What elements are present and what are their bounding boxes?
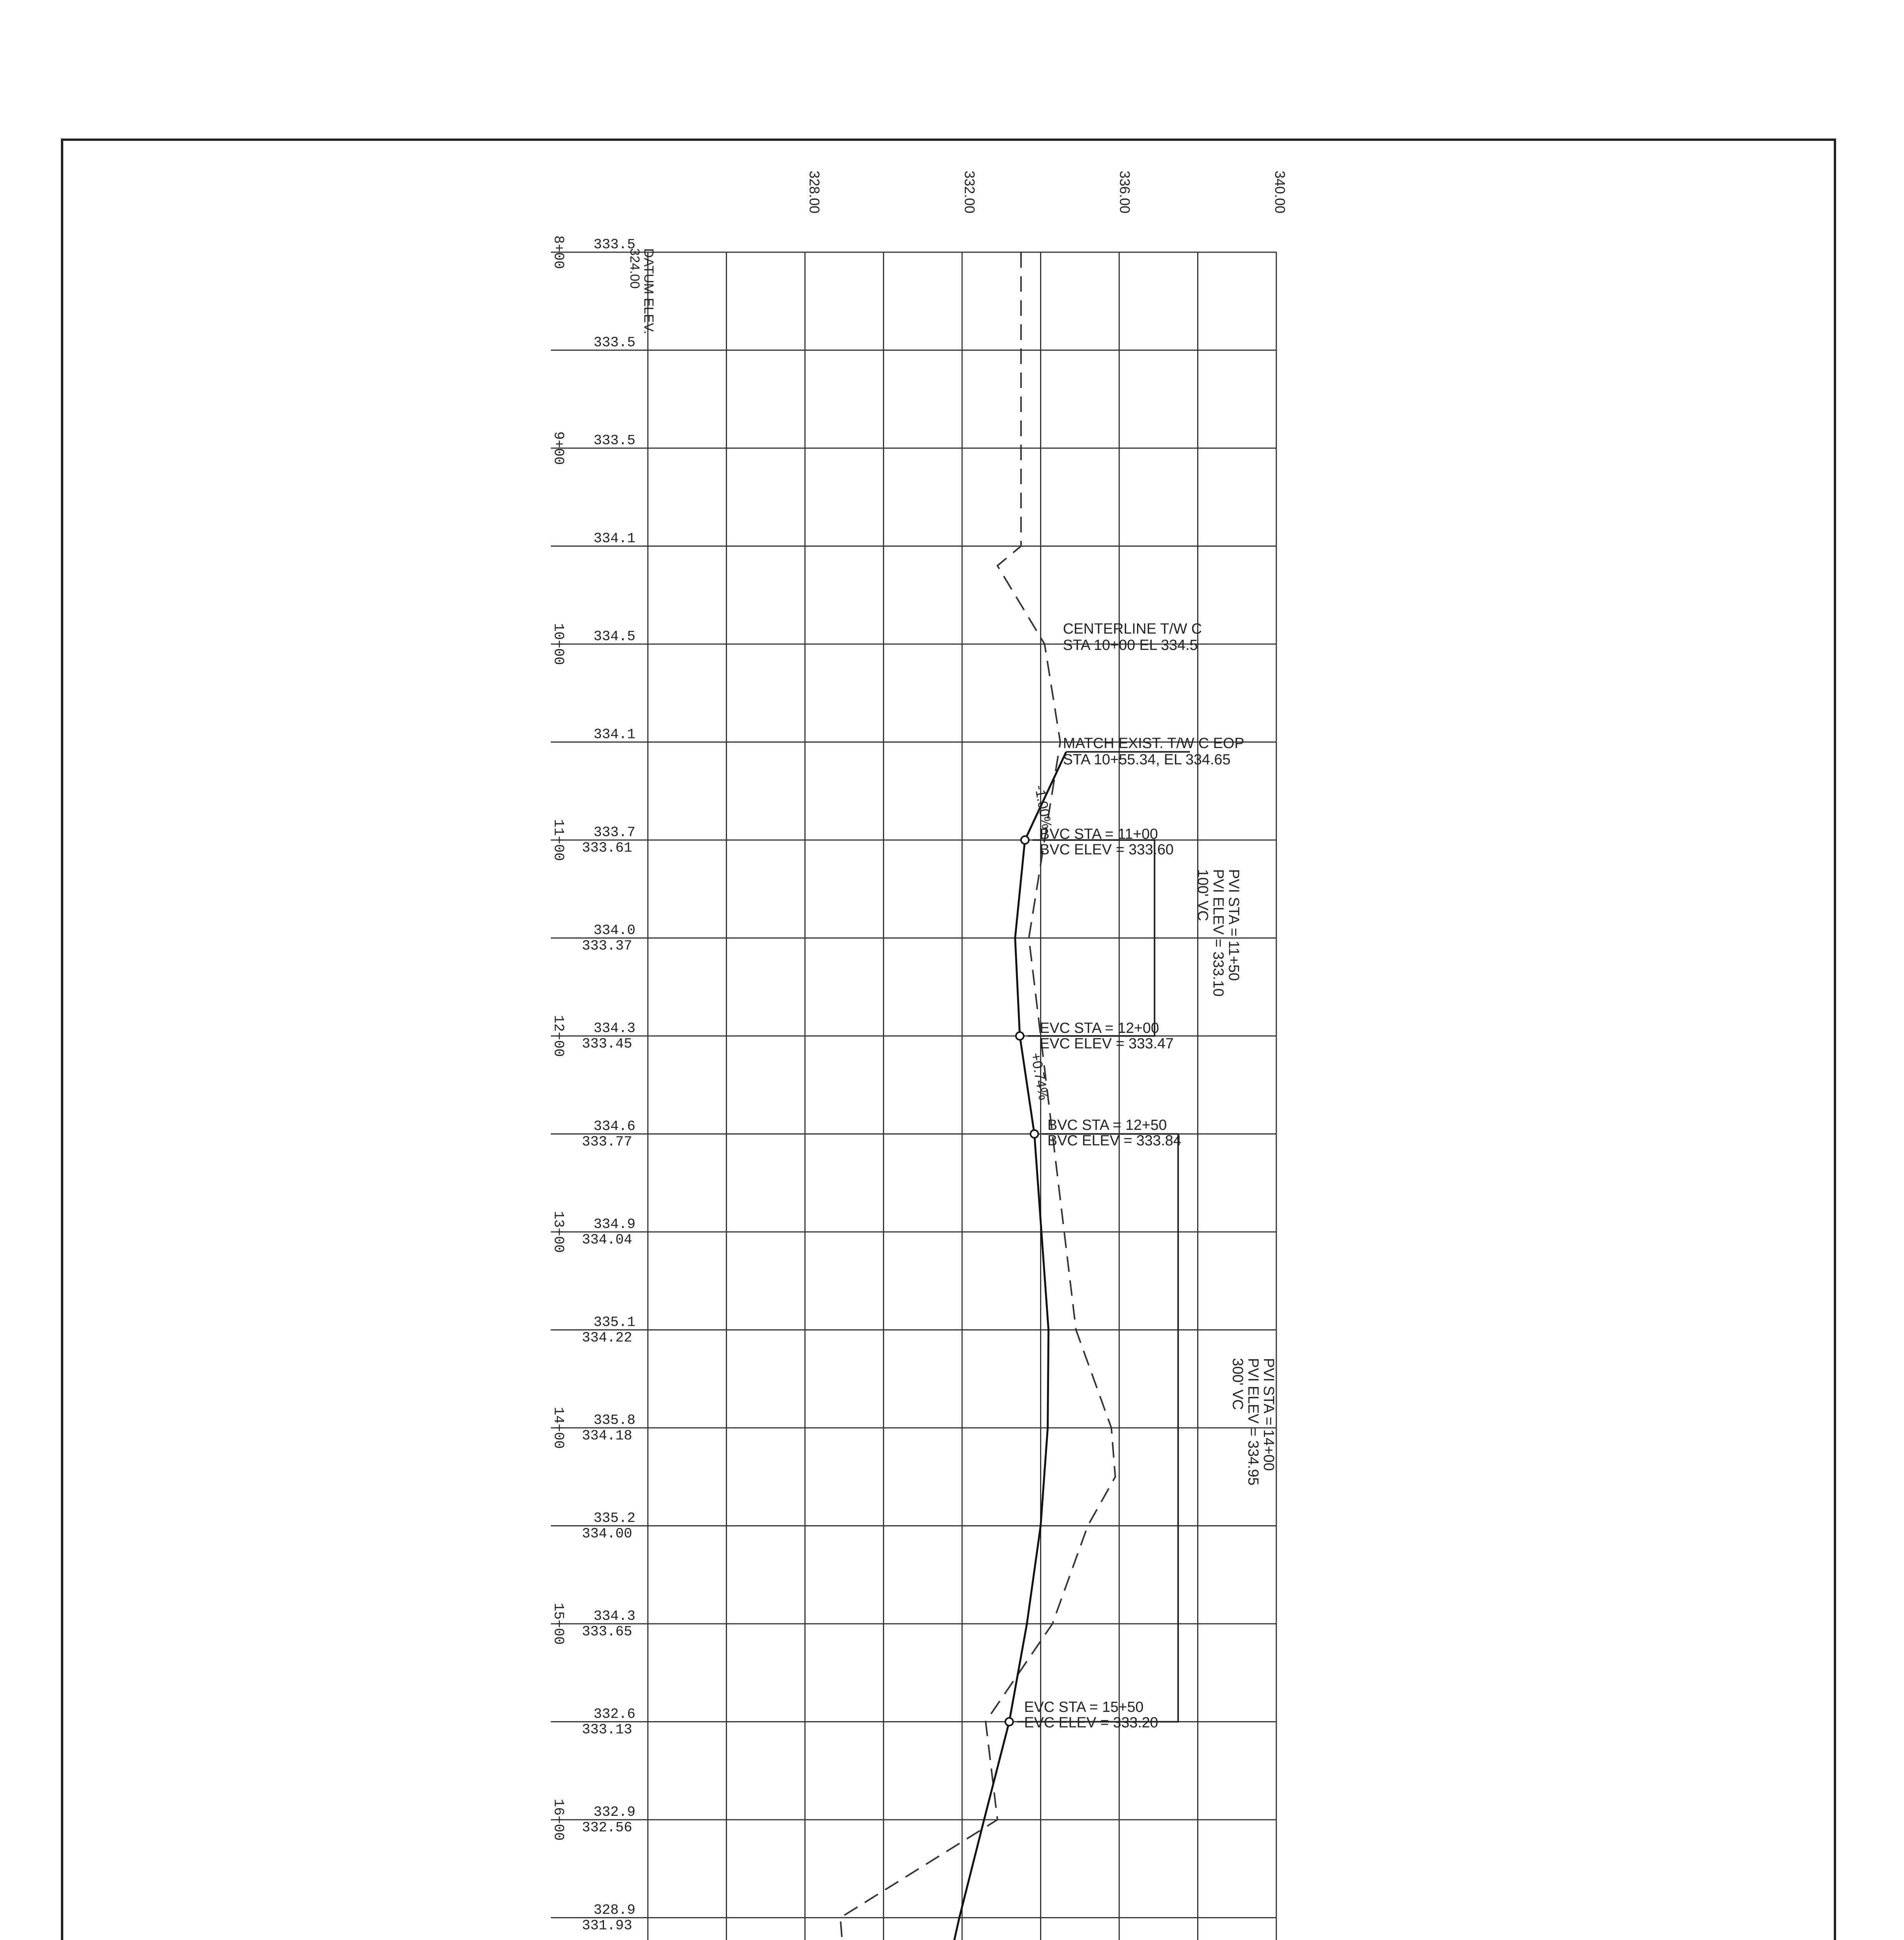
note-pvi2-3: 300' VC	[1229, 1358, 1246, 1410]
sheet-border	[62, 140, 1835, 1940]
note-pvi1	[1195, 869, 1241, 997]
datum-label	[628, 248, 656, 334]
station-label: 8+00	[550, 235, 566, 269]
finished-grade-label: 331.93	[582, 1917, 632, 1934]
note-match-2: STA 10+55.34, EL 334.65	[1063, 752, 1231, 768]
existing-grade-label: 333.7	[594, 824, 636, 840]
elev-tick-336: 336.00	[1117, 171, 1133, 214]
station-label: 16+00	[550, 1798, 566, 1841]
station-label: 11+00	[550, 819, 566, 861]
existing-grade-label: 334.1	[594, 530, 636, 547]
existing-grade-label: 335.1	[594, 1314, 636, 1330]
vc-point	[1030, 1130, 1038, 1138]
note-bvc2-1: BVC STA = 12+50	[1047, 1117, 1167, 1133]
existing-grade-label: 334.3	[594, 1608, 636, 1624]
note-centerline-1: CENTERLINE T/W C	[1063, 621, 1202, 637]
finished-grade-label: 333.77	[582, 1134, 632, 1150]
existing-grade-label: 335.8	[594, 1412, 636, 1428]
existing-grade-label: 334.0	[594, 922, 636, 939]
existing-grade-label: 333.5	[594, 433, 636, 449]
grade-1: -1.00%	[1032, 784, 1055, 830]
elev-tick-340: 340.00	[1272, 171, 1288, 214]
existing-grade-label: 334.3	[594, 1020, 636, 1036]
note-evc2	[1024, 1699, 1158, 1730]
existing-grade-label: 334.6	[594, 1118, 636, 1135]
existing-grade-label: 334.9	[594, 1216, 636, 1232]
existing-grade-label: 334.1	[594, 726, 636, 743]
note-match	[1063, 735, 1244, 768]
profile-labels	[550, 236, 635, 1940]
vc-point	[1006, 1718, 1013, 1726]
note-bvc1	[1040, 826, 1174, 857]
note-bvc2	[1047, 1117, 1181, 1148]
vc-point	[1016, 1032, 1024, 1040]
finished-grade-label: 334.04	[582, 1232, 632, 1248]
grade-2: +0.74%	[1028, 1051, 1052, 1102]
finished-grade-label: 333.65	[582, 1624, 632, 1640]
finished-grade-label: 333.45	[582, 1036, 632, 1052]
existing-grade-label: 335.2	[594, 1510, 636, 1526]
note-centerline	[1063, 621, 1202, 653]
note-pvi2-1: PVI STA = 14+00	[1260, 1358, 1277, 1471]
vc-point	[1021, 836, 1029, 844]
finished-grade-label: 334.18	[582, 1428, 632, 1444]
note-bvc1-1: BVC STA = 11+00	[1040, 826, 1158, 842]
note-pvi2-2: PVI ELEV = 334.95	[1245, 1358, 1261, 1486]
note-pvi1-3: 100' VC	[1194, 869, 1211, 922]
datum-label-2: 324.00	[627, 248, 642, 289]
profile-grid	[551, 252, 1276, 1940]
note-match-1: MATCH EXIST. T/W C EOP	[1063, 735, 1245, 752]
station-label: 9+00	[550, 431, 566, 465]
note-pvi2	[1230, 1358, 1276, 1486]
station-label: 13+00	[550, 1211, 566, 1253]
note-bvc2-2: BVC ELEV = 333.84	[1047, 1133, 1182, 1149]
note-evc2-1: EVC STA = 15+50	[1024, 1699, 1144, 1715]
finished-grade-label: 333.61	[582, 840, 632, 856]
datum-label-1: DATUM ELEV.	[641, 248, 656, 334]
proposed-profile-line	[884, 752, 1066, 1940]
existing-grade-label: 333.5	[594, 334, 636, 351]
profile-lines	[652, 252, 1206, 1940]
finished-grade-label: 333.13	[582, 1722, 632, 1738]
note-evc1-2: EVC ELEV = 333.47	[1040, 1036, 1174, 1052]
finished-grade-label: 333.37	[582, 938, 632, 954]
station-label: 14+00	[550, 1406, 566, 1449]
note-evc1	[1040, 1020, 1174, 1051]
existing-grade-label: 332.6	[594, 1706, 636, 1722]
existing-grade-label: 333.5	[594, 237, 636, 253]
note-bvc1-2: BVC ELEV = 333.60	[1040, 842, 1174, 858]
station-label: 15+00	[550, 1602, 566, 1645]
existing-grade-label: 328.9	[594, 1902, 636, 1918]
note-pvi1-2: PVI ELEV = 333.10	[1210, 869, 1226, 997]
station-label: 12+00	[550, 1015, 566, 1057]
finished-grade-label: 332.56	[582, 1820, 632, 1836]
note-evc2-2: EVC ELEV = 333.20	[1024, 1715, 1158, 1731]
elev-tick-328: 328.00	[807, 171, 822, 214]
note-evc1-1: EVC STA = 12+00	[1040, 1020, 1159, 1036]
note-centerline-2: STA 10+00 EL 334.5	[1063, 637, 1198, 653]
note-pvi1-1: PVI STA = 11+50	[1225, 869, 1242, 981]
station-label: 10+00	[550, 623, 566, 665]
existing-grade-label: 334.5	[594, 629, 636, 644]
elev-tick-332: 332.00	[962, 171, 978, 214]
finished-grade-label: 334.22	[582, 1330, 632, 1346]
existing-grade-label: 332.9	[594, 1804, 636, 1820]
finished-grade-label: 334.00	[582, 1526, 632, 1542]
